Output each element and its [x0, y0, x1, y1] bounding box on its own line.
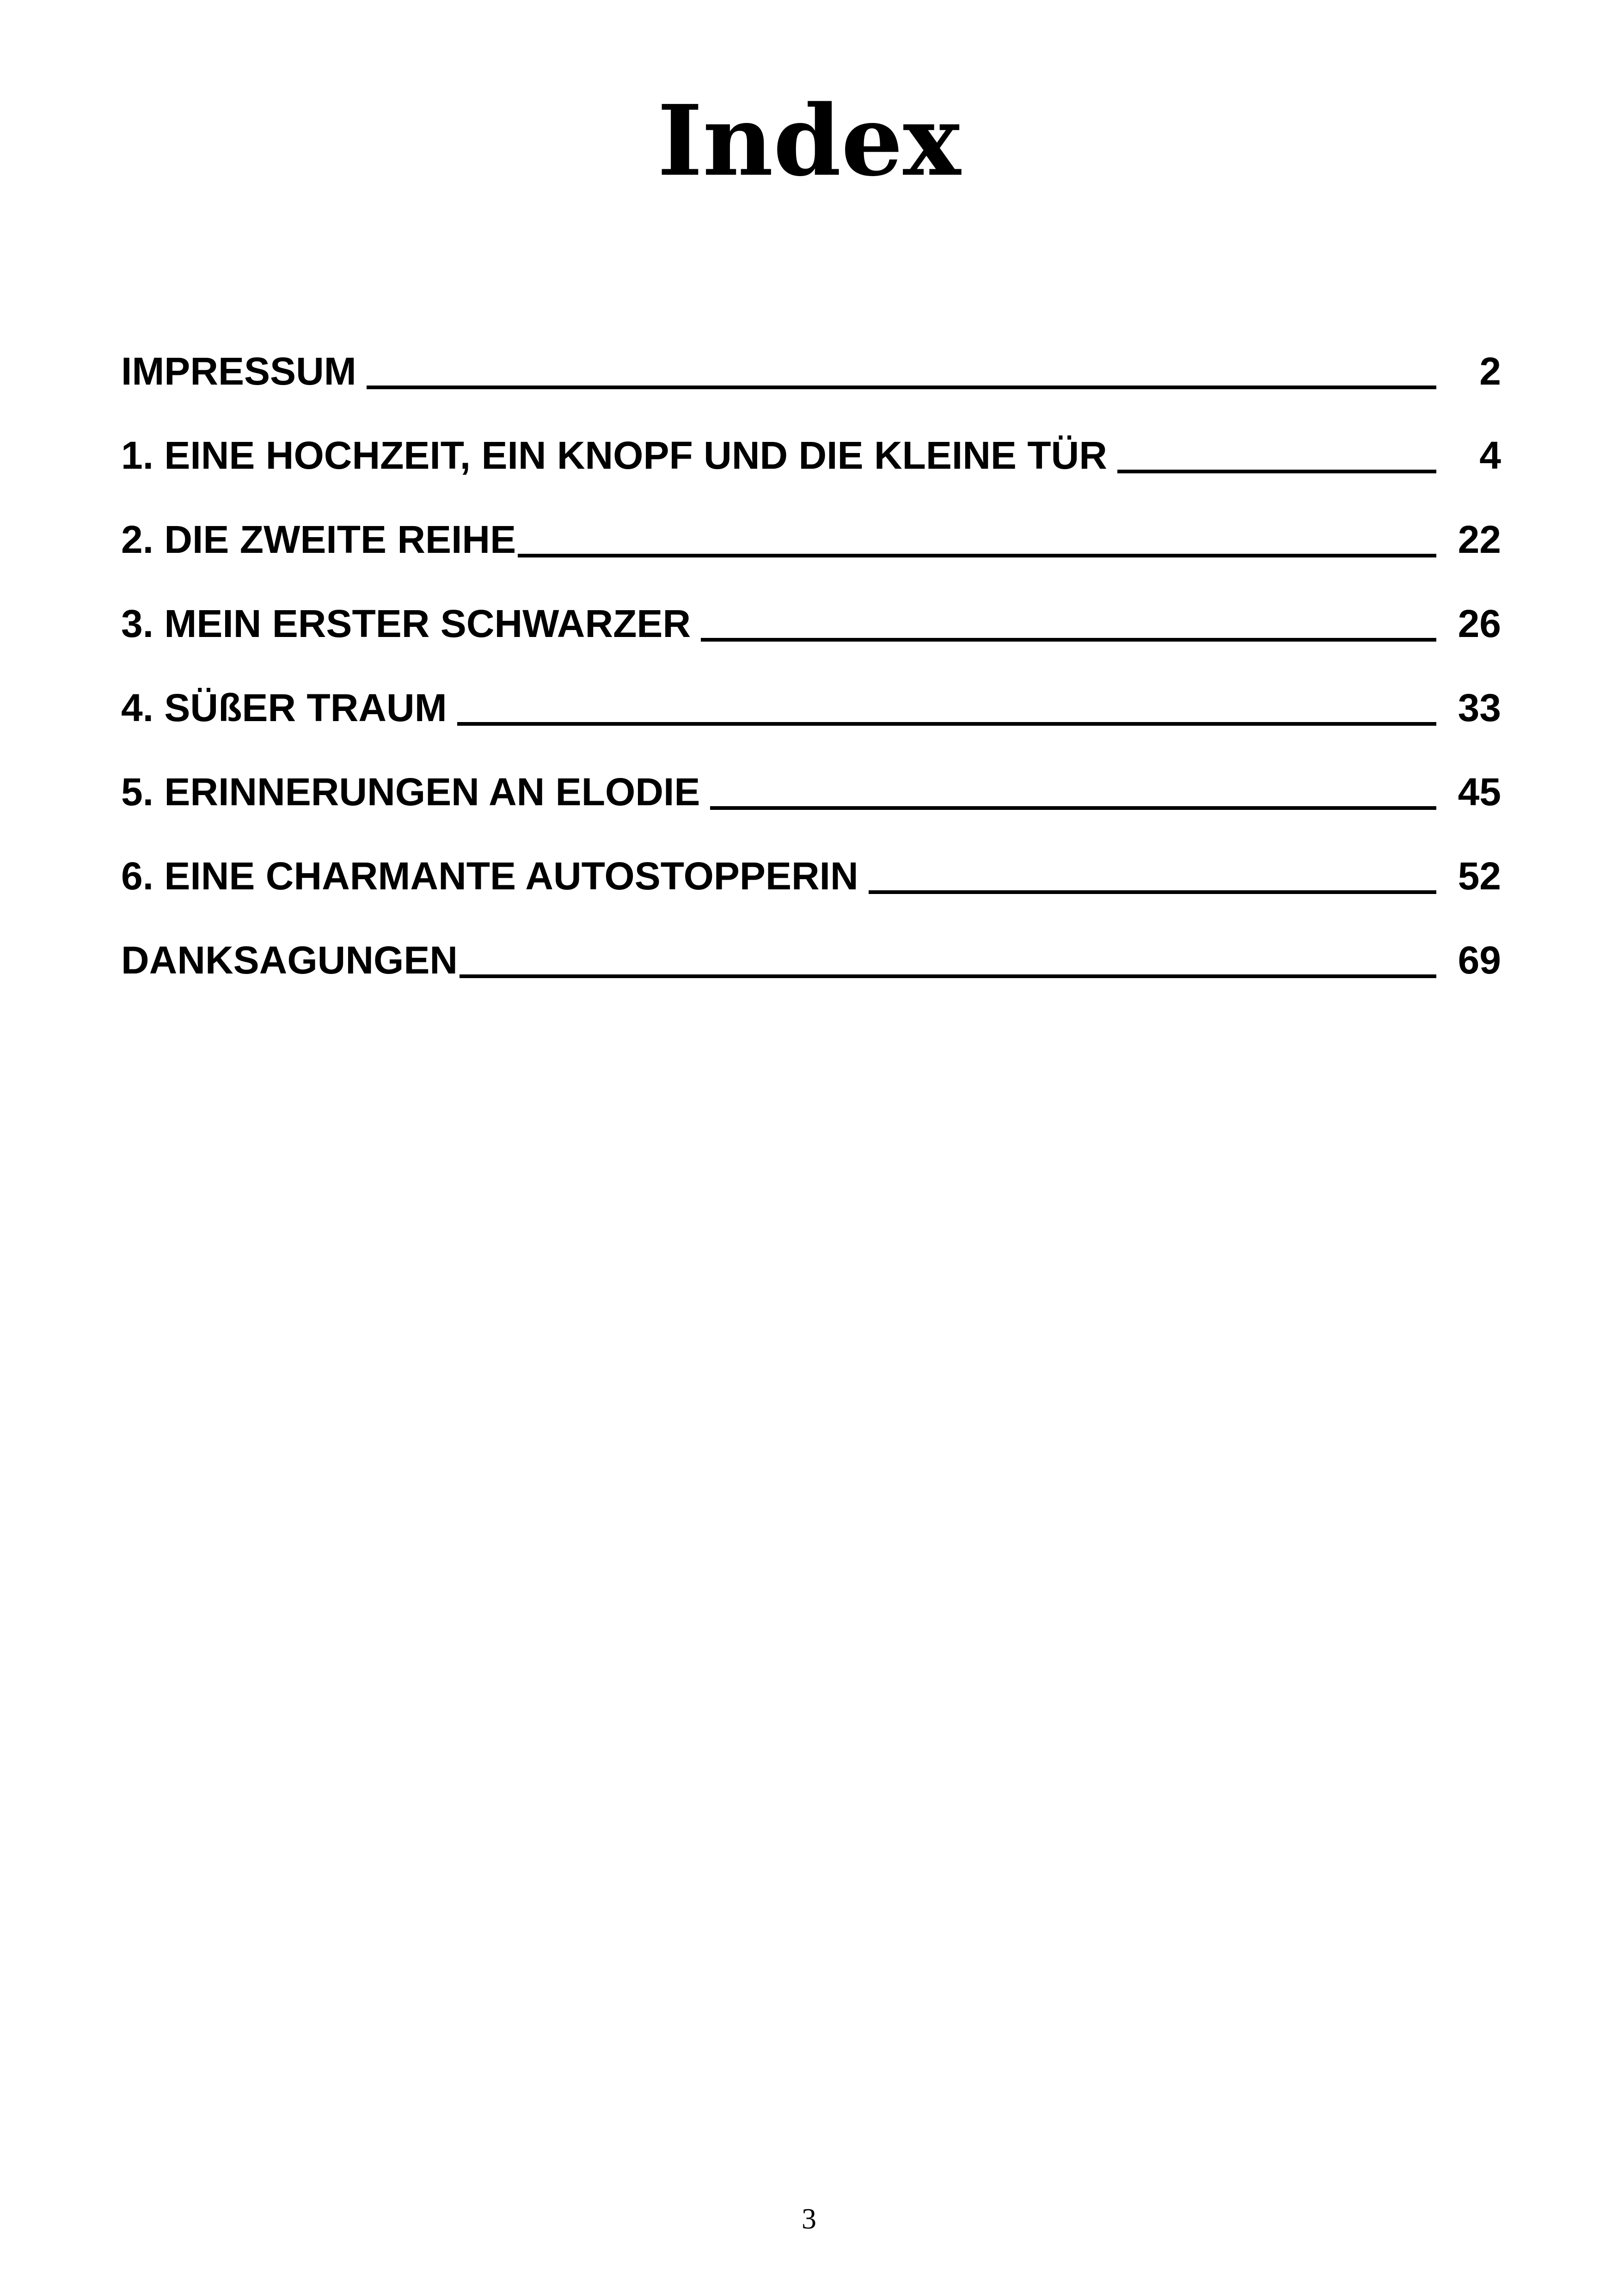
- table-of-contents: [121, 329, 1501, 1002]
- toc-entry-title: 1. EINE HOCHZEIT, EIN KNOPF UND DIE KLEINE TÜR: [121, 434, 1107, 477]
- toc-entry-title: 4. SÜßER TRAUM: [121, 686, 447, 729]
- toc-entry-chapter-1[interactable]: [121, 413, 1501, 497]
- toc-leader-line: [367, 386, 1436, 389]
- toc-entry-page: 26: [1458, 602, 1501, 645]
- toc-entry-title: 6. EINE CHARMANTE AUTOSTOPPERIN: [121, 854, 858, 898]
- toc-leader-line: [710, 806, 1436, 810]
- toc-entry-chapter-6[interactable]: [121, 834, 1501, 918]
- toc-entry-impressum[interactable]: [121, 329, 1501, 413]
- toc-entry-page: 22: [1458, 518, 1501, 561]
- page-number: 3: [802, 2202, 816, 2235]
- toc-leader-line: [460, 974, 1436, 978]
- toc-entry-page: 2: [1479, 349, 1501, 393]
- toc-entry-chapter-3[interactable]: [121, 582, 1501, 666]
- toc-entry-page: 4: [1479, 434, 1501, 477]
- toc-entry-page: 33: [1458, 686, 1501, 729]
- toc-entry-page: 69: [1458, 938, 1501, 982]
- toc-leader-line: [457, 722, 1436, 726]
- toc-entry-chapter-2[interactable]: [121, 497, 1501, 582]
- toc-entry-title: DANKSAGUNGEN: [121, 938, 458, 982]
- toc-entry-danksagungen[interactable]: [121, 918, 1501, 1002]
- toc-entry-page: 52: [1458, 854, 1501, 898]
- toc-leader-line: [1117, 470, 1436, 473]
- toc-entry-title: IMPRESSUM: [121, 349, 356, 393]
- toc-entry-chapter-5[interactable]: [121, 750, 1501, 834]
- toc-leader-line: [518, 554, 1436, 557]
- toc-entry-title: 2. DIE ZWEITE REIHE: [121, 518, 516, 561]
- toc-entry-title: 5. ERINNERUNGEN AN ELODIE: [121, 770, 700, 814]
- toc-entry-title: 3. MEIN ERSTER SCHWARZER: [121, 602, 691, 645]
- page-title: Index: [657, 84, 961, 198]
- toc-entry-chapter-4[interactable]: [121, 666, 1501, 750]
- toc-entry-page: 45: [1458, 770, 1501, 814]
- toc-leader-line: [869, 890, 1436, 894]
- toc-leader-line: [701, 638, 1436, 642]
